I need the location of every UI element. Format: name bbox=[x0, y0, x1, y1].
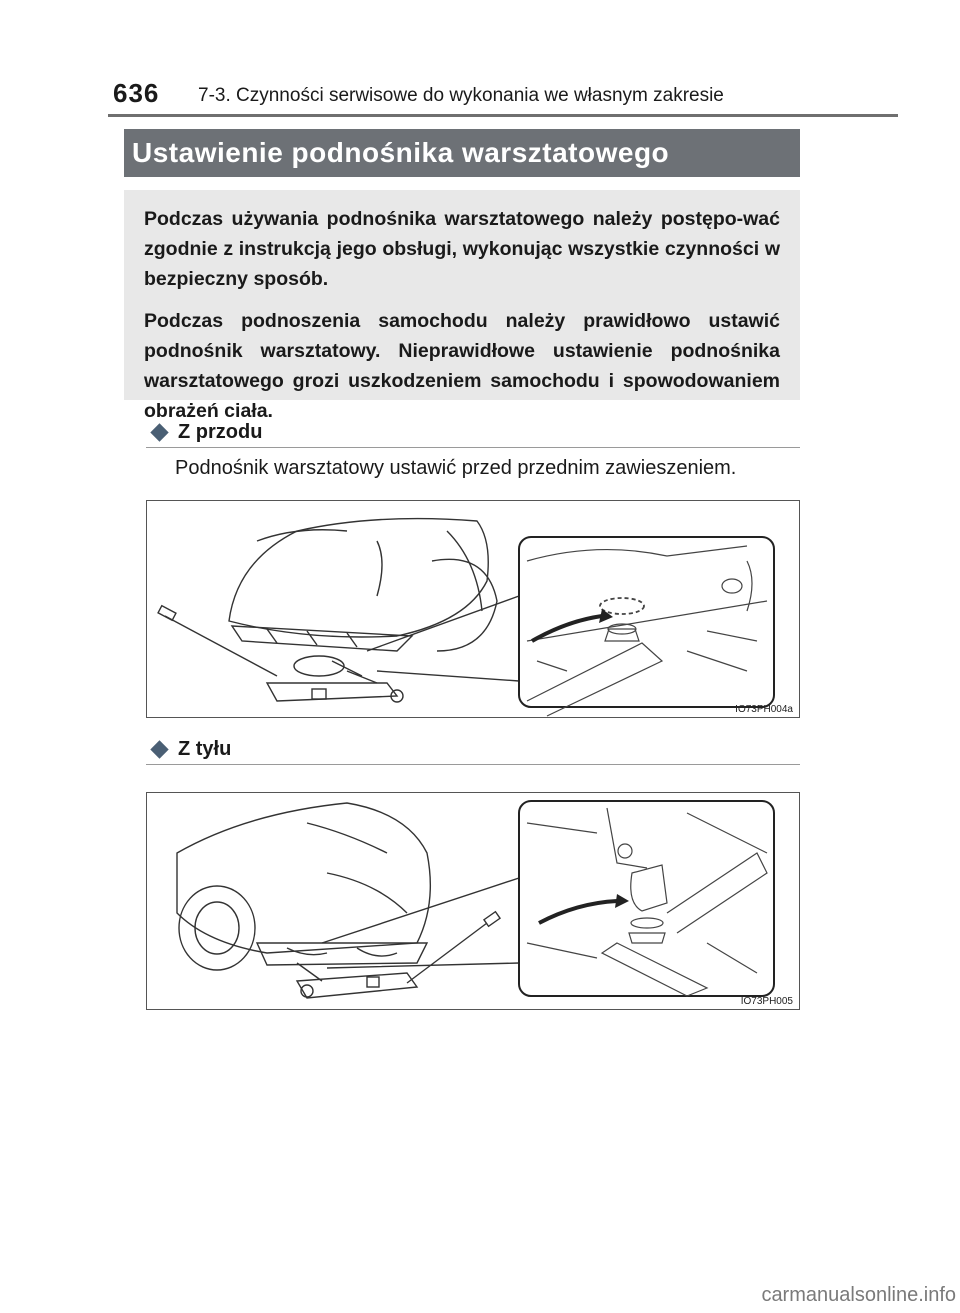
chapter-title: 7-3. Czynności serwisowe do wykonania we własnym zakresie bbox=[198, 85, 724, 106]
header-divider bbox=[108, 114, 898, 117]
front-instruction-text: Podnośnik warsztatowy ustawić przed przednim zawieszeniem. bbox=[175, 457, 737, 479]
diamond-bullet-icon bbox=[150, 740, 168, 758]
front-subheading bbox=[146, 418, 800, 448]
section-title-banner bbox=[124, 129, 800, 177]
front-jack-drawing bbox=[147, 501, 799, 717]
notice-box bbox=[124, 190, 800, 422]
rear-jack-drawing bbox=[147, 793, 799, 1009]
notice-paragraph-1: Podczas używania podnośnika warsztatowego należy postępo-wać zgodnie z instrukcją jego obsługi, wykonując wszystkie czynności w bezpieczny sposób. bbox=[144, 208, 780, 290]
rear-figure-code: IO73PH005 bbox=[740, 996, 793, 1007]
page-number: 636 bbox=[113, 78, 160, 108]
diamond-bullet-icon bbox=[150, 423, 168, 441]
watermark: carmanualsonline.info bbox=[761, 1284, 956, 1306]
rear-jack-illustration bbox=[146, 792, 800, 1010]
section-title: Ustawienie podnośnika warsztatowego bbox=[132, 137, 670, 168]
front-jack-illustration bbox=[146, 500, 800, 718]
notice-paragraph-2: Podczas podnoszenia samochodu należy prawidłowo ustawić podnośnik warsztatowy. Nieprawidłowe ustawienie podnośnika warsztatowego grozi uszkodzeniem samochodu i spowodowaniem obrażeń ciała. bbox=[144, 310, 780, 422]
rear-heading-label: Z tyłu bbox=[178, 738, 232, 760]
front-figure-code: IO73PH004a bbox=[735, 704, 793, 715]
rear-subheading bbox=[146, 735, 800, 765]
front-heading-label: Z przodu bbox=[178, 421, 263, 443]
